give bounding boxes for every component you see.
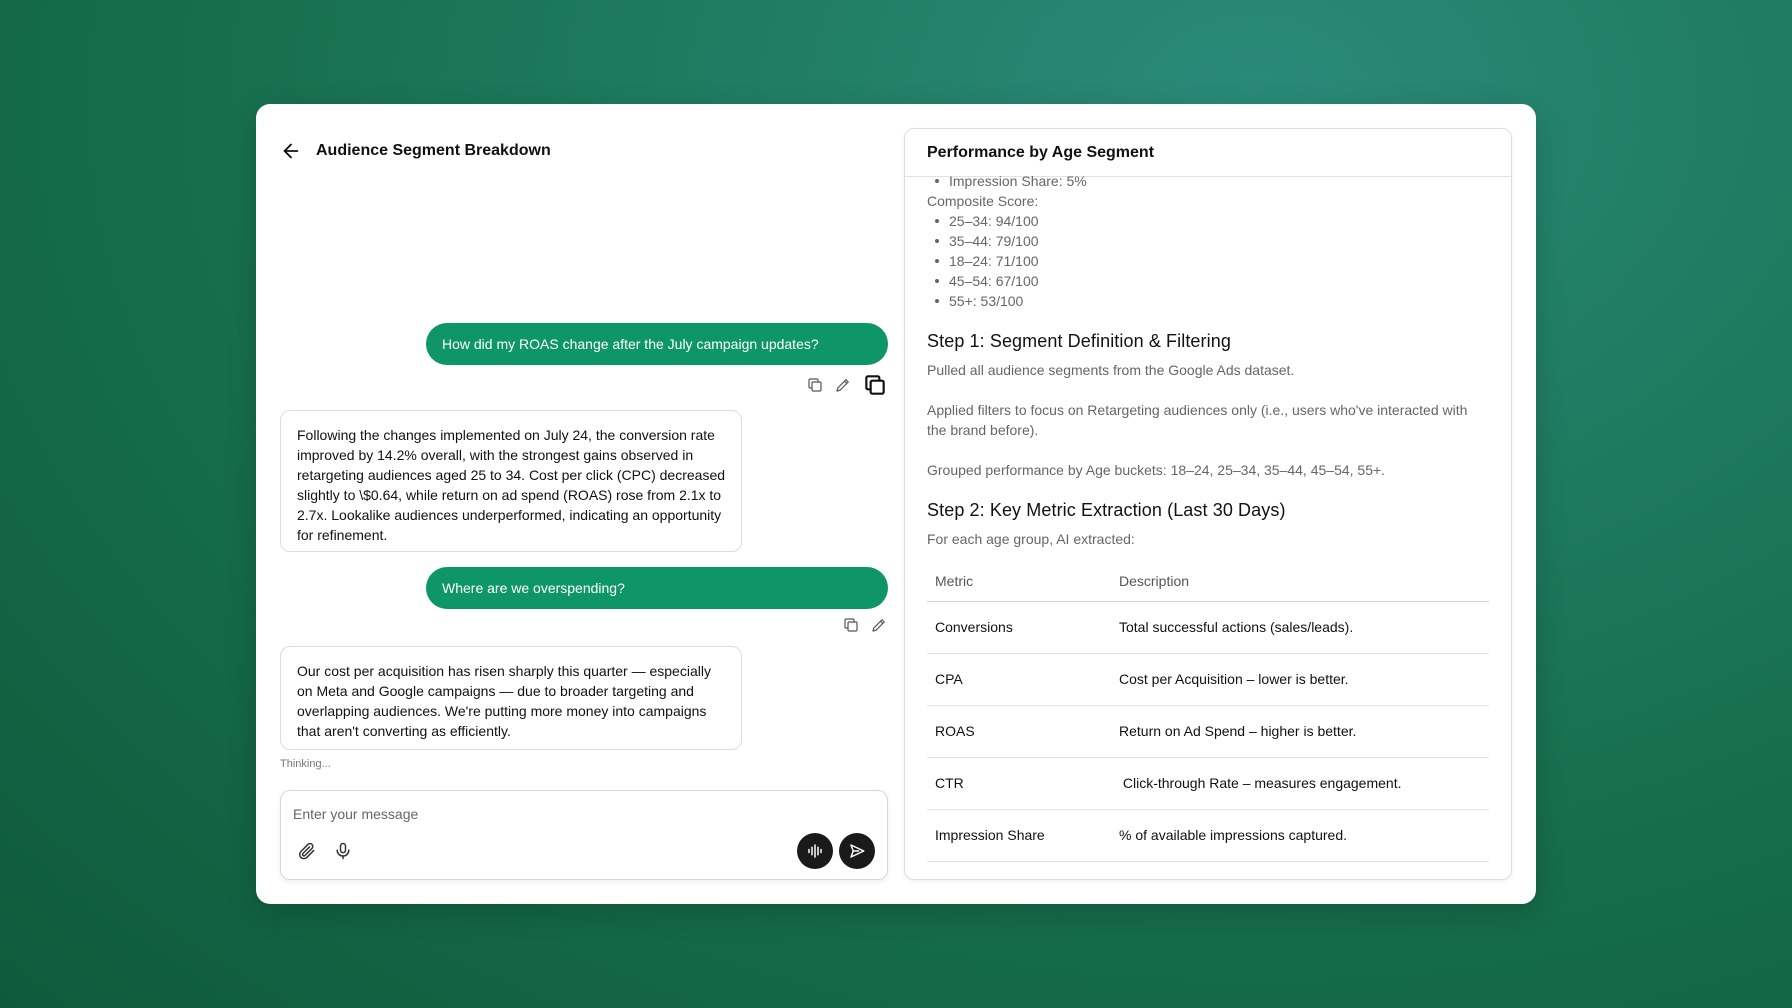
microphone-icon[interactable] <box>333 841 353 861</box>
assistant-message <box>280 410 742 552</box>
copy-icon[interactable] <box>806 376 824 394</box>
description-cell: Click-through Rate – measures engagement. <box>1111 757 1489 809</box>
user-message-text: Where are we overspending? <box>442 580 625 596</box>
edit-icon[interactable] <box>834 376 852 394</box>
step-heading: Step 2: Key Metric Extraction (Last 30 Days) <box>927 500 1286 520</box>
user-message-text: How did my ROAS change after the July campaign updates? <box>442 336 819 352</box>
voice-mode-button[interactable] <box>797 833 833 869</box>
list-item: 25–34: 94/100 <box>927 211 1489 231</box>
metrics-table <box>927 561 1489 862</box>
table-row <box>927 601 1489 653</box>
assistant-message-text: Following the changes implemented on July 24, the conversion rate improved by 14.2% overall, with the strongest gains observed in retargeting audiences aged 25 to 34. Cost per click (CPC) decreased slightly to \$0.64, while return on ad spend (ROAS) rose from 2.1x to 2.7x. Lookalike audiences underperformed, indicating an opportunity for refinement. <box>297 427 726 543</box>
list-item: 45–54: 67/100 <box>927 271 1489 291</box>
step-heading: Step 1: Segment Definition & Filtering <box>927 331 1231 351</box>
paragraph: Applied filters to focus on Retargeting audiences only (i.e., users who've interacted with the brand before). <box>927 402 1468 438</box>
assistant-message-text: Our cost per acquisition has risen sharply this quarter — especially on Meta and Google campaigns — due to broader targeting and overlapping audiences. We're putting more money into campaigns that aren't converting as efficiently. <box>297 663 711 739</box>
message-actions <box>842 616 888 634</box>
table-row <box>927 653 1489 705</box>
message-input[interactable] <box>293 803 853 825</box>
list-item: 35–44: 79/100 <box>927 231 1489 251</box>
metric-cell: Conversions <box>927 601 1111 653</box>
description-cell: Total successful actions (sales/leads). <box>1111 601 1489 653</box>
metric-cell: Impression Share <box>927 809 1111 861</box>
assistant-message <box>280 646 742 750</box>
performance-panel <box>904 128 1512 880</box>
send-icon <box>848 842 866 860</box>
description-cell: Return on Ad Spend – higher is better. <box>1111 705 1489 757</box>
list-item: Impression Share: 5% <box>927 171 1489 191</box>
description-cell: Cost per Acquisition – lower is better. <box>1111 653 1489 705</box>
composite-score-label: Composite Score: <box>927 193 1039 209</box>
table-row <box>927 757 1489 809</box>
waveform-icon <box>806 842 824 860</box>
chat-title: Audience Segment Breakdown <box>316 142 551 159</box>
panel-body[interactable] <box>927 173 1489 879</box>
copy-icon[interactable] <box>842 616 860 634</box>
paragraph: For each age group, AI extracted: <box>927 531 1135 547</box>
main-card <box>256 104 1536 904</box>
user-message <box>426 323 888 365</box>
paragraph: Grouped performance by Age buckets: 18–24, 25–34, 35–44, 45–54, 55+. <box>927 462 1386 478</box>
message-composer <box>280 790 888 880</box>
copy-icon[interactable] <box>862 372 888 398</box>
edit-icon[interactable] <box>870 616 888 634</box>
user-message <box>426 567 888 609</box>
description-cell: % of available impressions captured. <box>1111 809 1489 861</box>
panel-title: Performance by Age Segment <box>905 129 1511 177</box>
thinking-status: Thinking... <box>280 758 331 770</box>
metric-cell: CTR <box>927 757 1111 809</box>
list-item: 18–24: 71/100 <box>927 251 1489 271</box>
paperclip-icon[interactable] <box>297 841 317 861</box>
metric-cell: CPA <box>927 653 1111 705</box>
metric-cell: ROAS <box>927 705 1111 757</box>
table-row <box>927 705 1489 757</box>
paragraph: Pulled all audience segments from the Google Ads dataset. <box>927 362 1295 378</box>
chat-header <box>280 140 551 162</box>
table-header-row <box>927 561 1489 601</box>
arrow-left-icon[interactable] <box>280 140 302 162</box>
column-header: Metric <box>927 561 1111 601</box>
column-header: Description <box>1111 561 1489 601</box>
send-button[interactable] <box>839 833 875 869</box>
table-row <box>927 809 1489 861</box>
message-actions <box>806 372 888 398</box>
list-item: 55+: 53/100 <box>927 291 1489 311</box>
